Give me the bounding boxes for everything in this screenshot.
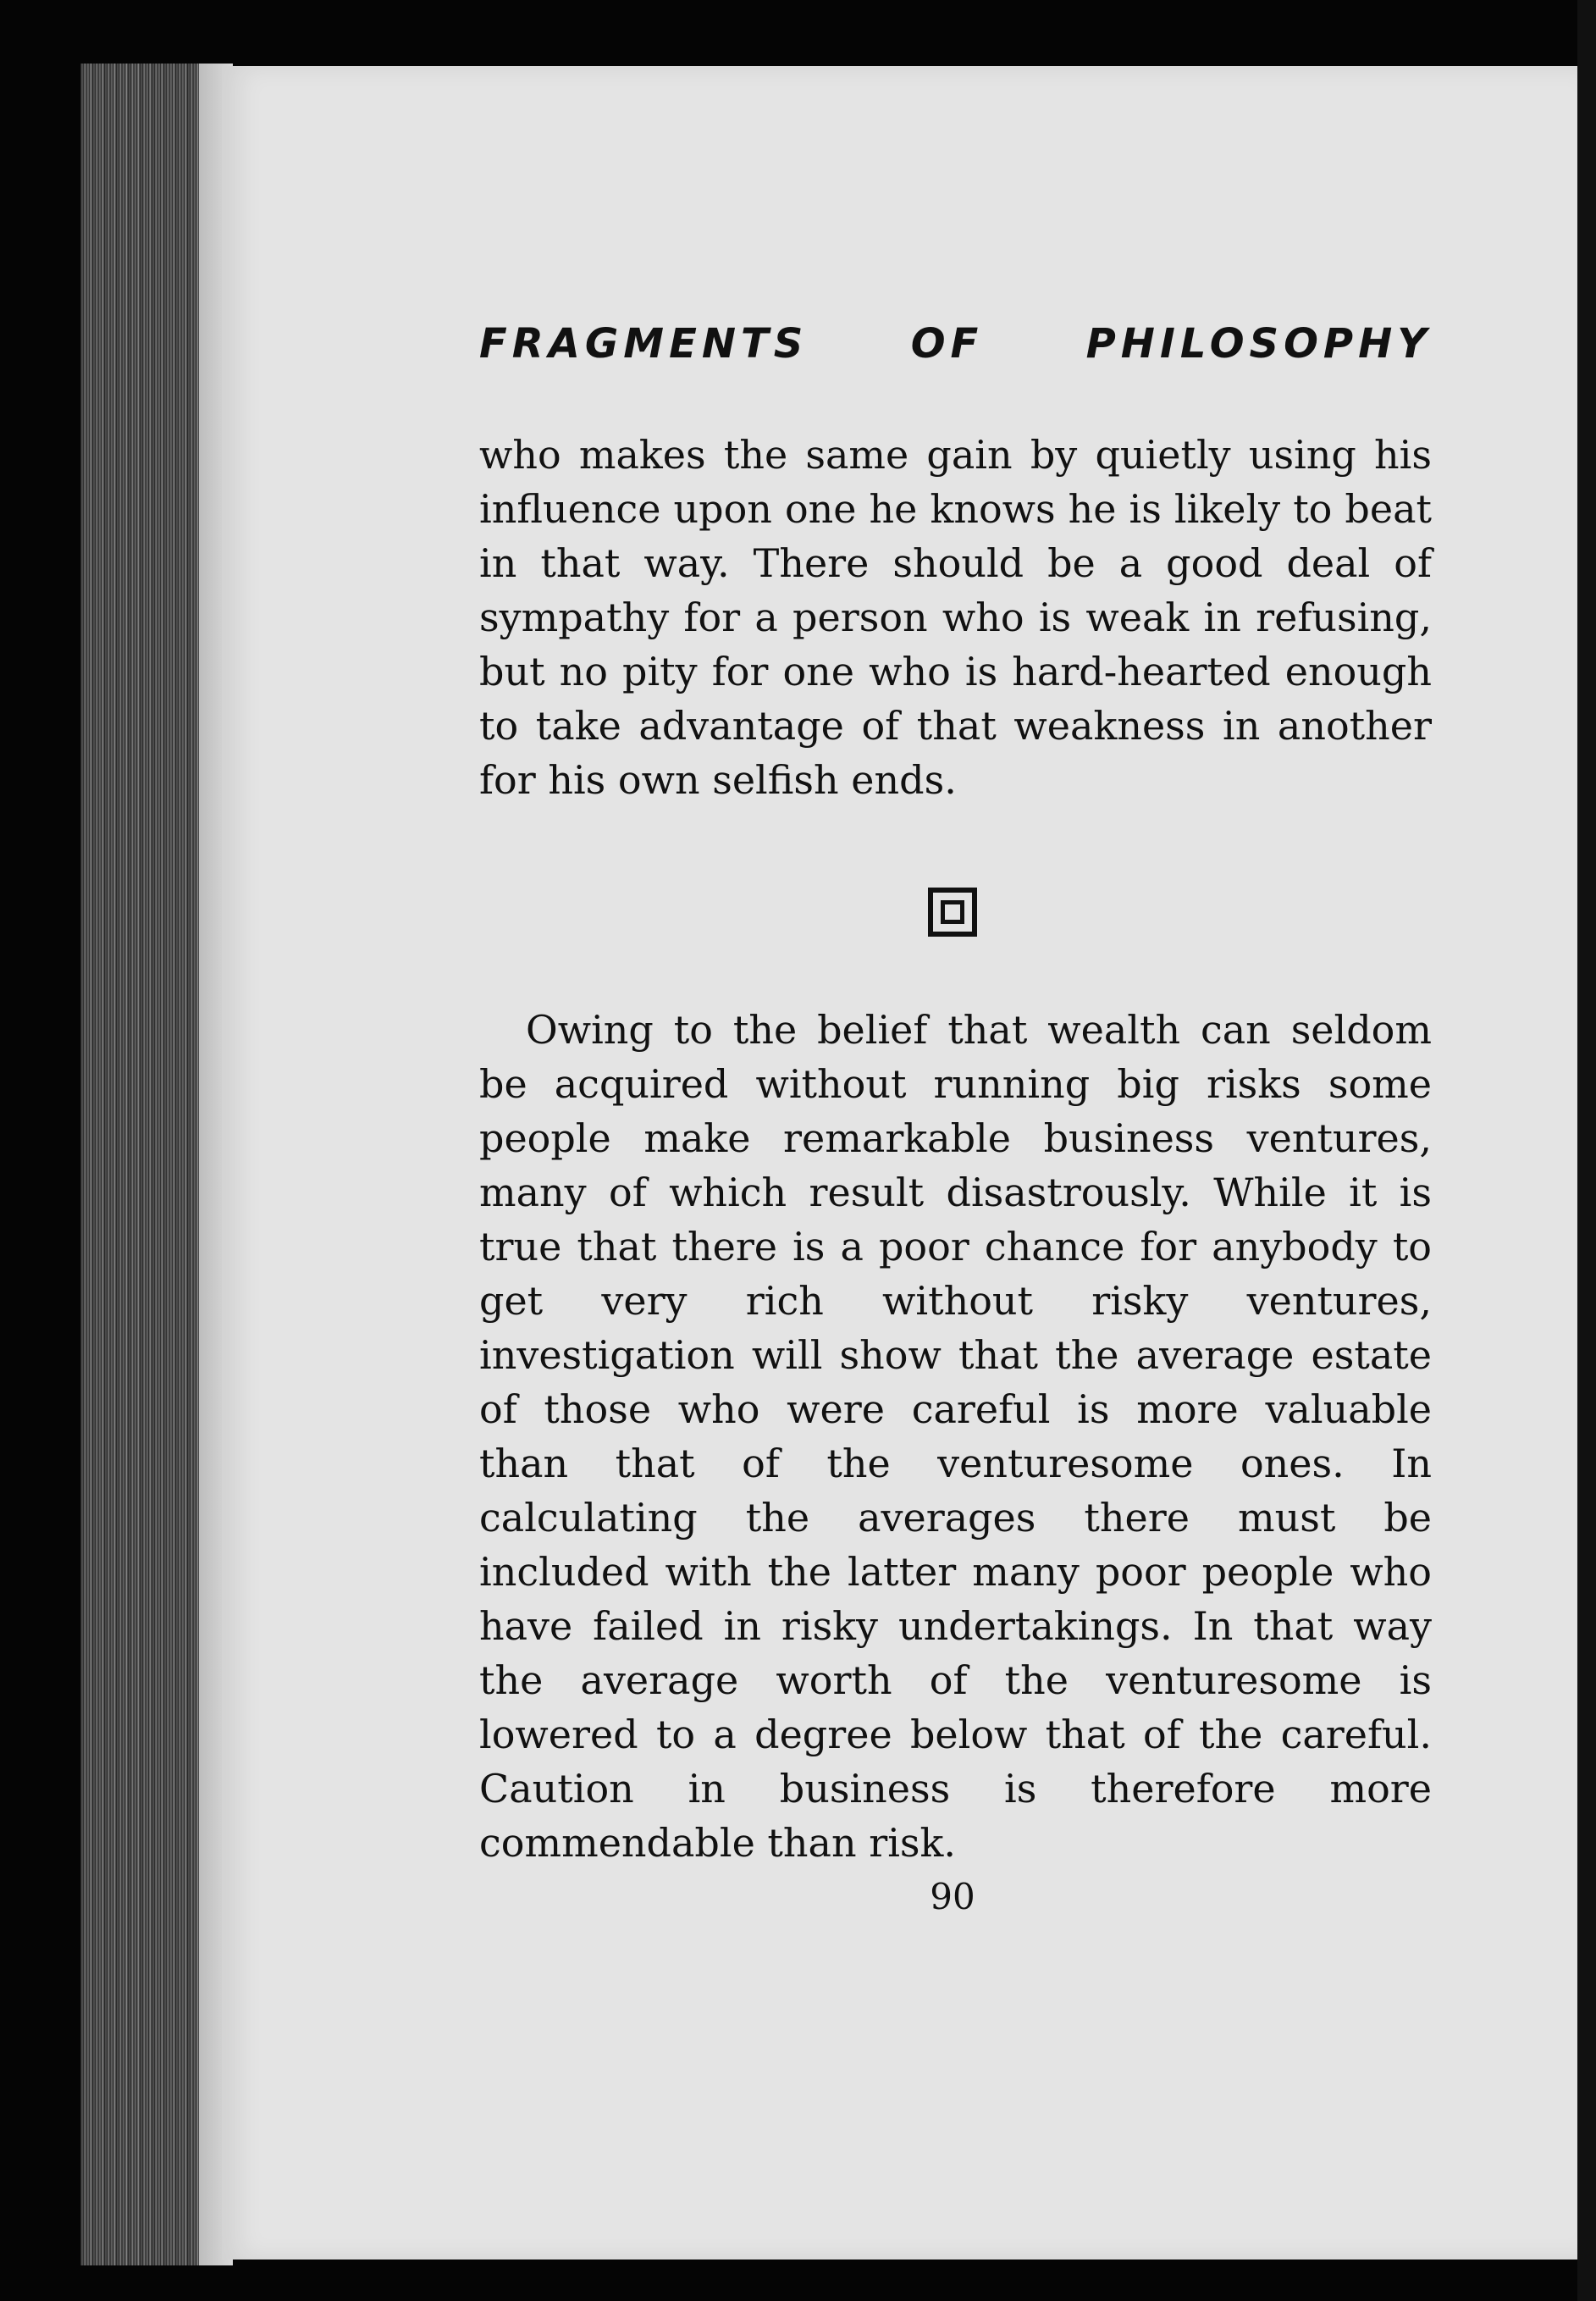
running-head-word: OF — [910, 320, 984, 368]
paragraph: Owing to the belief that wealth can seldom be acquired without running big risks some people make remarkable business ventures, many of which result disastrously. While it is true that there is a poor chance for anybody to get very rich without risky ventures, investigation will show that the average estate of those who were careful is more valuable than that of the venturesome ones. In calculating the averages there must be included with the latter many poor people who have failed in risky undertakings. In that way the average worth of the venturesome is lowered to a degree below that of the careful. Caution in business is therefore more commendable than risk. — [479, 1007, 1432, 1866]
book-page-edges — [80, 64, 233, 2265]
running-head-word: FRAGMENTS — [479, 320, 809, 368]
running-head-word: PHILOSOPHY — [1085, 320, 1432, 368]
paragraph: who makes the same gain by quietly using his influence upon one he knows he is likely to beat in that way. There should be a good deal of sympathy for a person who is weak in refusing, but no pity for one who is hard-hearted enough to take advantage of that weakness in another for his own selfish ends. — [479, 432, 1432, 803]
scan-border — [1577, 0, 1596, 2301]
page-number: 90 — [930, 1876, 975, 1917]
square-ornament-icon — [928, 888, 977, 937]
running-head — [479, 320, 1432, 368]
